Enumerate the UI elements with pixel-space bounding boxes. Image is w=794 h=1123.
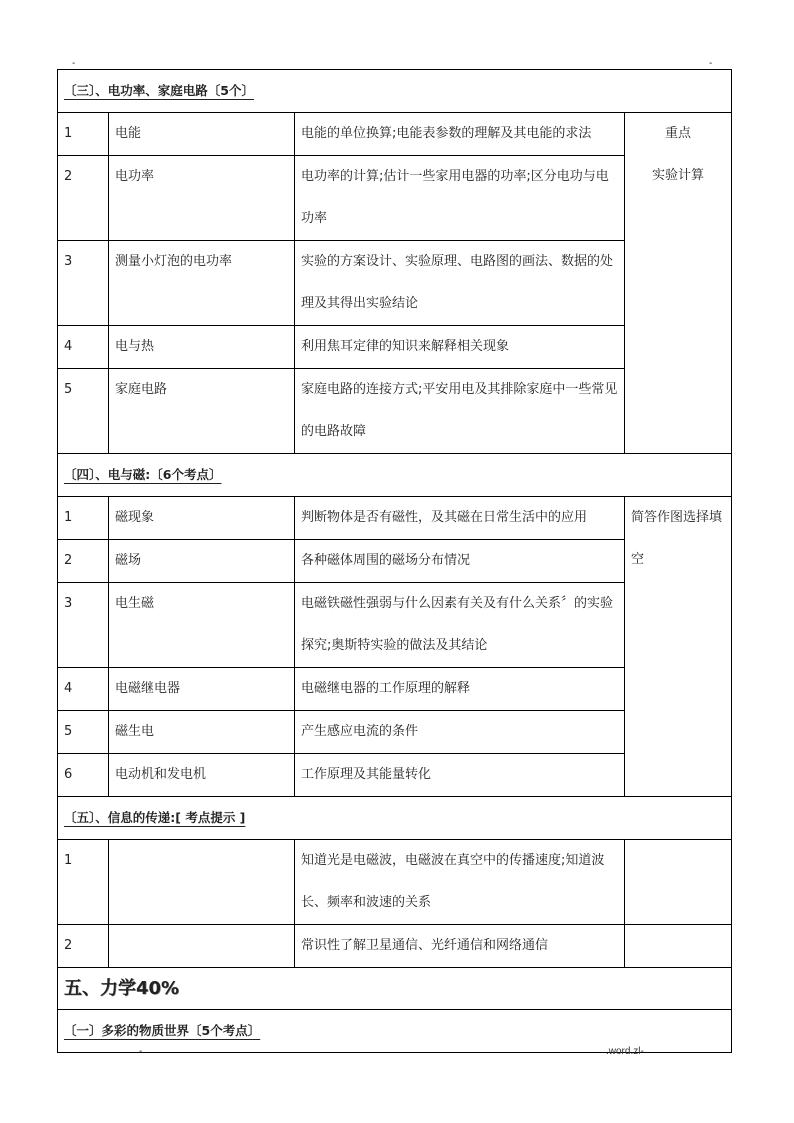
row-topic — [109, 925, 295, 968]
header-mark-left: - — [72, 58, 76, 69]
header-mark-right: - — [709, 58, 713, 69]
row-number: 3 — [58, 583, 109, 668]
row-topic: 家庭电路 — [109, 369, 295, 454]
exam-points-table — [57, 69, 732, 1053]
row-description: 电能的单位换算;电能表参数的理解及其电能的求法 — [295, 113, 625, 156]
row-number: 4 — [58, 668, 109, 711]
row-topic: 电磁继电器 — [109, 668, 295, 711]
row-topic: 磁场 — [109, 540, 295, 583]
note-line: 重点 — [665, 126, 692, 141]
row-number: 1 — [58, 113, 109, 156]
footer-mark-right: .word.zl- — [606, 1046, 644, 1057]
row-number: 4 — [58, 326, 109, 369]
chapter-heading: 五、力学40% — [58, 968, 732, 1010]
row-description: 判断物体是否有磁性，及其磁在日常生活中的应用 — [295, 497, 625, 540]
row-description: 利用焦耳定律的知识来解释相关现象 — [295, 326, 625, 369]
footer-mark-left: - — [139, 1046, 143, 1057]
row-topic: 电能 — [109, 113, 295, 156]
row-description: 工作原理及其能量转化 — [295, 754, 625, 797]
table-row — [58, 925, 732, 968]
row-description: 电功率的计算;估计一些家用电器的功率;区分电功与电功率 — [295, 156, 625, 241]
row-topic: 电与热 — [109, 326, 295, 369]
note-line: 实验计算 — [652, 168, 705, 183]
table-row — [58, 840, 732, 925]
row-number: 1 — [58, 497, 109, 540]
section-header-row — [58, 797, 732, 840]
chapter-heading-row — [58, 968, 732, 1010]
row-note: 简答作图选择填空 — [625, 497, 732, 797]
row-topic: 电生磁 — [109, 583, 295, 668]
row-topic: 测量小灯泡的电功率 — [109, 241, 295, 326]
row-topic: 电功率 — [109, 156, 295, 241]
section-header-cell — [58, 797, 732, 840]
row-number: 5 — [58, 369, 109, 454]
row-number: 2 — [58, 156, 109, 241]
table-row — [58, 497, 732, 540]
row-number: 3 — [58, 241, 109, 326]
section-title: 〔三〕、电功率、家庭电路〔5个〕 — [64, 83, 254, 98]
row-number: 2 — [58, 540, 109, 583]
section-title: 〔四〕、电与磁:〔6个考点〕 — [64, 467, 222, 482]
row-description: 产生感应电流的条件 — [295, 711, 625, 754]
row-topic: 磁现象 — [109, 497, 295, 540]
section-header-row — [58, 454, 732, 497]
row-description: 各种磁体周围的磁场分布情况 — [295, 540, 625, 583]
section-header-cell — [58, 454, 732, 497]
row-number: 2 — [58, 925, 109, 968]
row-note — [625, 113, 732, 454]
row-topic — [109, 840, 295, 925]
row-number: 1 — [58, 840, 109, 925]
section-header-cell — [58, 70, 732, 113]
row-note — [625, 925, 732, 968]
section-header-row — [58, 70, 732, 113]
row-topic: 电动机和发电机 — [109, 754, 295, 797]
row-description: 实验的方案设计、实验原理、电路图的画法、数据的处理及其得出实验结论 — [295, 241, 625, 326]
row-number: 6 — [58, 754, 109, 797]
row-description: 电磁继电器的工作原理的解释 — [295, 668, 625, 711]
row-note — [625, 840, 732, 925]
row-description: 知道光是电磁波，电磁波在真空中的传播速度;知道波长、频率和波速的关系 — [295, 840, 625, 925]
table-row — [58, 113, 732, 156]
row-number: 5 — [58, 711, 109, 754]
row-description: 常识性了解卫星通信、光纤通信和网络通信 — [295, 925, 625, 968]
section-title: 〔五〕、信息的传递:[ 考点提示 ] — [64, 810, 246, 825]
row-topic: 磁生电 — [109, 711, 295, 754]
row-description: 电磁铁磁性强弱与什么因素有关及有什么关系〞的实验探究;奥斯特实验的做法及其结论 — [295, 583, 625, 668]
section-title: 〔一〕多彩的物质世界〔5个考点〕 — [64, 1023, 261, 1038]
row-description: 家庭电路的连接方式;平安用电及其排除家庭中一些常见的电路故障 — [295, 369, 625, 454]
